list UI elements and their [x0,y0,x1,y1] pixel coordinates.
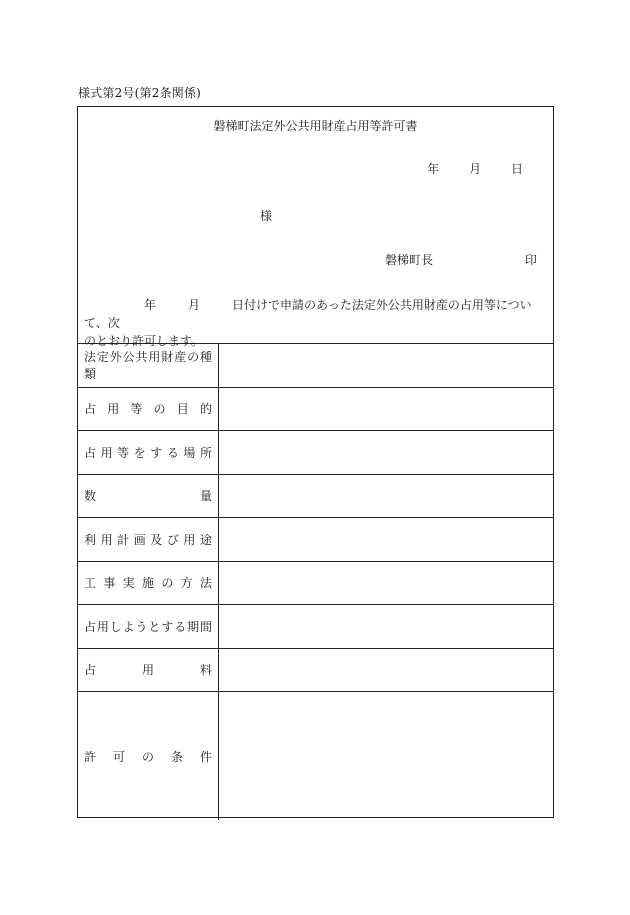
field-label: 法定外公共用財産の種類 [84,350,212,382]
form-number-label: 様式第2号(第2条関係) [78,86,202,100]
issue-date [427,160,523,177]
field-value[interactable] [219,692,553,820]
table-row [78,344,553,388]
field-value[interactable] [219,562,553,605]
table-row [78,692,553,820]
table-row [78,605,553,649]
seal-mark: 印 [524,253,537,267]
intro-text-line1: 日付けで申請のあった法定外公共用財産の占用等について、次 [84,298,532,330]
table-row [78,649,553,693]
field-label: 数量 [84,489,212,504]
table-row [78,388,553,432]
intro-text-line2: のとおり許可します。 [84,334,204,348]
table-row [78,518,553,562]
field-value[interactable] [219,344,553,387]
field-value[interactable] [219,388,553,431]
permit-form [77,106,554,818]
intro-year: 年 [144,298,157,312]
field-label: 許可の条件 [84,749,212,764]
field-label: 占用料 [84,663,212,678]
date-month: 月 [469,162,482,176]
field-label: 占用しようとする期間 [84,619,212,634]
addressee-suffix: 様 [260,209,273,223]
field-label: 利用計画及び用途 [84,532,212,547]
details-table [78,343,553,817]
table-row [78,475,553,519]
intro-month: 月 [188,298,201,312]
table-row [78,562,553,606]
field-value[interactable] [219,475,553,518]
field-label: 占用等をする場所 [84,445,212,460]
field-value[interactable] [219,518,553,561]
field-label: 工事実施の方法 [84,576,212,591]
field-value[interactable] [219,605,553,648]
issuer-name: 磐梯町長 [385,253,434,267]
field-value[interactable] [219,649,553,692]
table-row [78,431,553,475]
permit-statement [84,296,547,350]
date-year: 年 [427,162,440,176]
date-day: 日 [510,162,523,176]
field-label: 占用等の目的 [84,402,212,417]
field-value[interactable] [219,431,553,474]
form-title: 磐梯町法定外公共用財産占用等許可書 [213,119,418,133]
